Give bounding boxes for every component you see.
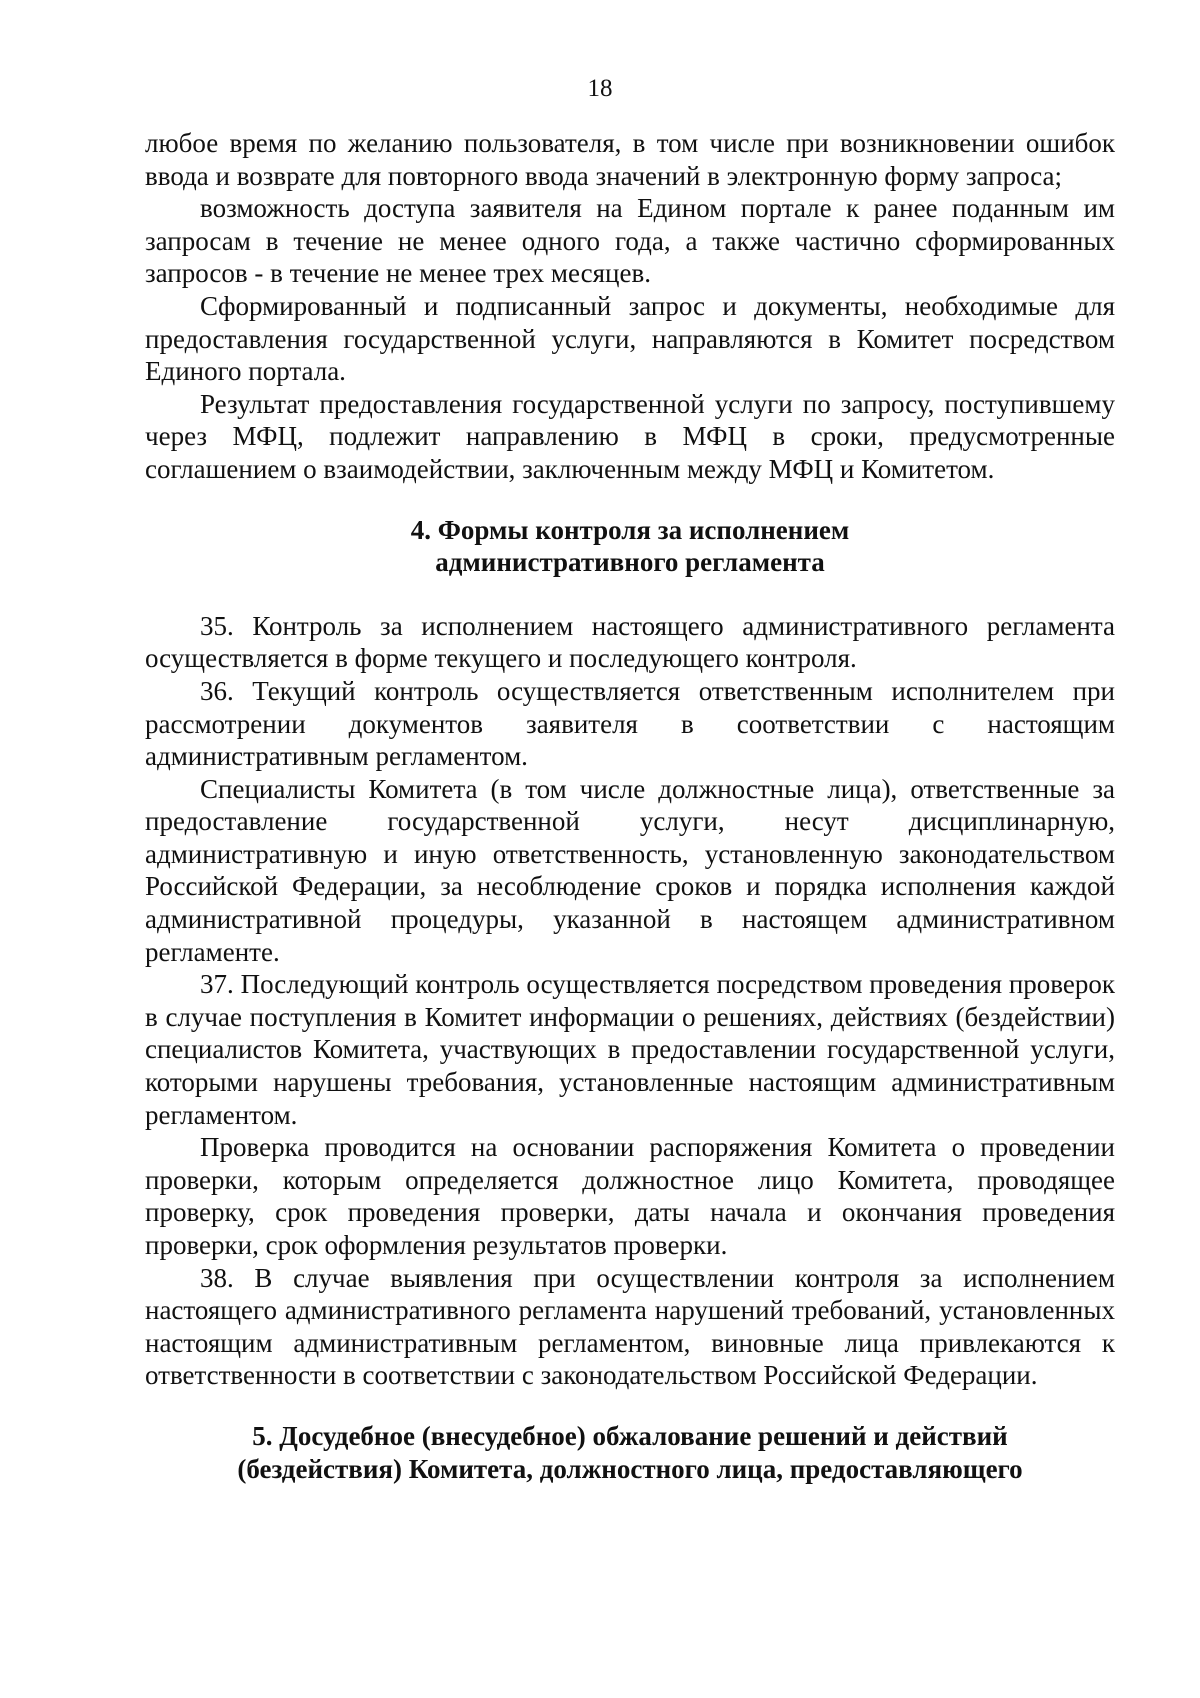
paragraph-continuation: любое время по желанию пользователя, в том числе при возникновении ошибок ввода и возврате для повторного ввода значений в электронную форму запроса; (145, 128, 1115, 191)
paragraph: Проверка проводится на основании распоряжения Комитета о проведении проверки, которым определяется должностное лицо Комитета, проводящее проверку, срок проведения проверки, даты начала и окончания проведения проверки, срок оформления результатов проверки. (145, 1132, 1115, 1260)
section-5-title-line-1: 5. Досудебное (внесудебное) обжалование решений и действий (252, 1420, 1008, 1451)
section-4-title-line-1: 4. Формы контроля за исполнением (410, 514, 850, 545)
paragraph: Специалисты Комитета (в том числе должностные лица), ответственные за предоставление государственной услуги, несут дисциплинарную, административную и иную ответственность, установленную законодательством Российской Федерации, за несоблюдение сроков и порядка исполнения каждой административной процедуры, указанной в настоящем административном регламенте. (145, 773, 1115, 967)
paragraph-35: 35. Контроль за исполнением настоящего административного регламента осуществляется в форме текущего и последующего контроля. (145, 610, 1115, 674)
section-5-heading (145, 1420, 1115, 1485)
document-body (145, 127, 1115, 1485)
paragraph-36: 36. Текущий контроль осуществляется ответственным исполнителем при рассмотрении документов заявителя в соответствии с настоящим административным регламентом. (145, 675, 1115, 772)
paragraph: Результат предоставления государственной услуги по запросу, поступившему через МФЦ, подлежит направлению в МФЦ в сроки, предусмотренные соглашением о взаимодействии, заключенным между МФЦ и Комитетом. (145, 388, 1115, 484)
paragraph: Сформированный и подписанный запрос и документы, необходимые для предоставления государственной услуги, направляются в Комитет посредством Единого портала. (145, 290, 1115, 387)
paragraph: возможность доступа заявителя на Едином портале к ранее поданным им запросам в течение не менее одного года, а также частично сформированных запросов - в течение не менее трех месяцев. (145, 193, 1115, 289)
paragraph-37: 37. Последующий контроль осуществляется посредством проведения проверок в случае поступления в Комитет информации о решениях, действиях (бездействии) специалистов Комитета, участвующих в предоставлении государственной услуги, которыми нарушены требования, установленные настоящим административным регламентом. (145, 969, 1115, 1130)
page-number: 18 (587, 75, 613, 102)
paragraph-38: 38. В случае выявления при осуществлении контроля за исполнением настоящего административного регламента нарушений требований, установленных настоящим административным регламентом, виновные лица привлекаются к ответственности в соответствии с законодательством Российской Федерации. (145, 1262, 1115, 1391)
section-4-heading (145, 514, 1115, 579)
section-5-title-line-2: (бездействия) Комитета, должностного лица, предоставляющего (237, 1453, 1023, 1484)
section-4-title-line-2: административного регламента (435, 547, 825, 578)
